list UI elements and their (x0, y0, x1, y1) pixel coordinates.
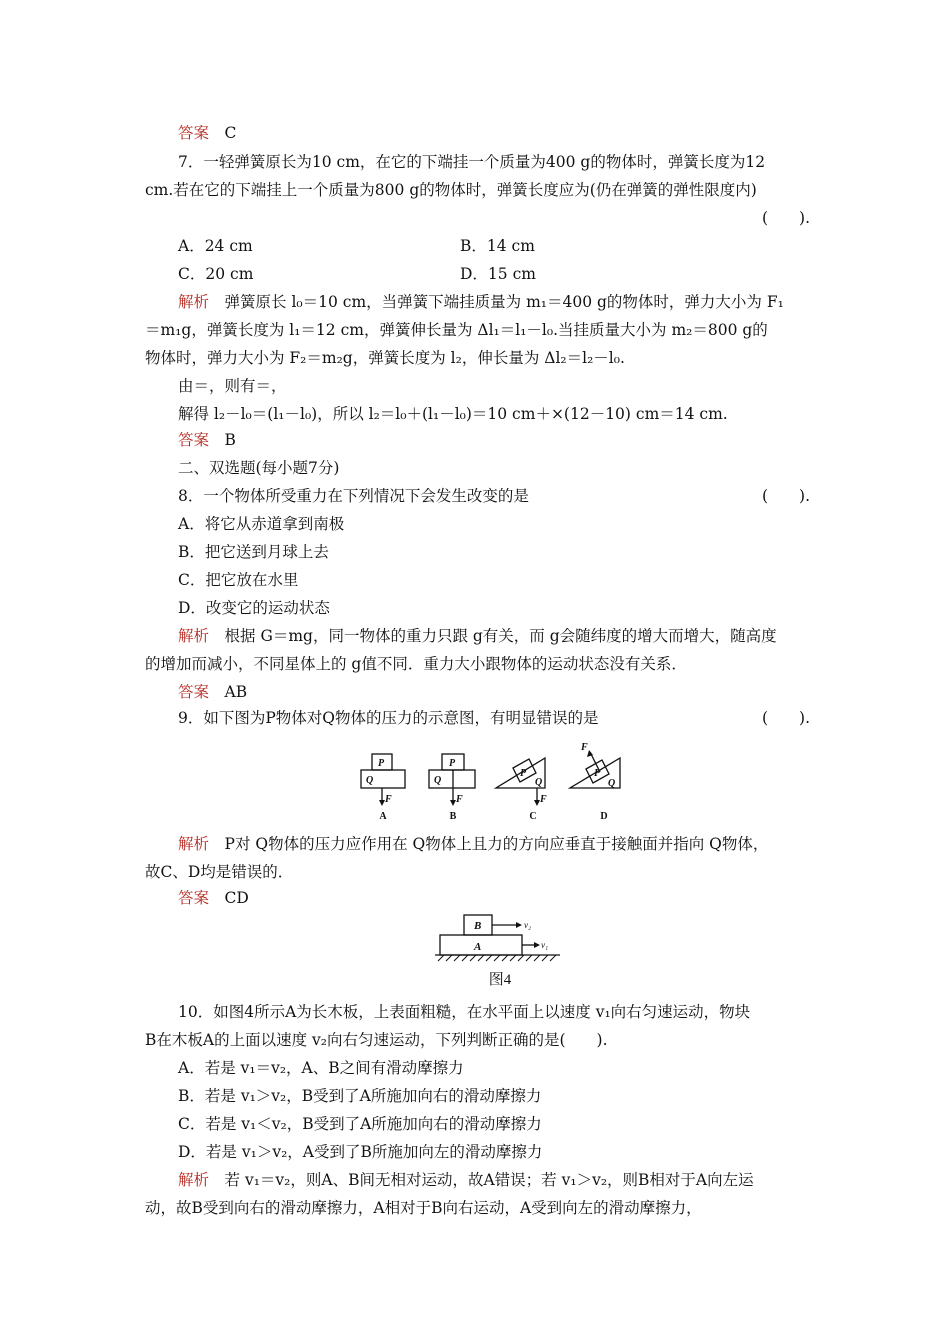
q8-option-c: C．把它放在水里 (178, 571, 299, 589)
q7-options-row2 (178, 264, 810, 284)
q8-analysis-line1 (178, 626, 810, 646)
answer-value: CD (224, 889, 249, 907)
label-f: F (540, 794, 547, 805)
analysis-label: 解析 (178, 293, 210, 311)
answer-label: 答案 (178, 683, 210, 701)
q8-stem-text: 8．一个物体所受重力在下列情况下会发生改变的是 (178, 487, 529, 505)
label-q: Q (366, 775, 374, 786)
q10-option-c: C．若是 v₁＜v₂，B受到了A所施加向右的滑动摩擦力 (178, 1115, 542, 1133)
label-q: Q (434, 775, 442, 786)
q7-option-b: B．14 cm (460, 237, 535, 255)
label-q: Q (608, 778, 616, 789)
q10-option-d: D．若是 v₁＞v₂，A受到了B所施加向左的滑动摩擦力 (178, 1143, 543, 1161)
label-f: F (385, 794, 392, 805)
q10-analysis-line1 (178, 1170, 810, 1190)
q10-stem-line1: 10．如图4所示A为长木板，上表面粗糙，在水平面上以速度 v₁向右匀速运动，物块 (178, 1003, 751, 1021)
label-b: B (474, 920, 482, 932)
q7-stem-line2: cm.若在它的下端挂上一个质量为800 g的物体时，弹簧长度应为(仍在弹簧的弹性限度内) (145, 181, 757, 199)
q9-analysis-line2: 故C、D均是错误的． (145, 863, 294, 881)
q7-analysis-line5: 解得 l₂－l₀＝(l₁－l₀)，所以 l₂＝l₀＋(l₁－l₀)＝10 cm＋×(12－10) cm＝14 cm. (178, 405, 728, 423)
q8-answer (178, 682, 810, 702)
q9-answer (178, 888, 810, 908)
q10-option-a: A．若是 v₁＝v₂，A、B之间有滑动摩擦力 (178, 1059, 464, 1077)
arrowhead (534, 942, 540, 948)
panel-label-a: A (379, 811, 387, 822)
label-f: F (581, 742, 588, 753)
q7-option-d: D．15 cm (460, 265, 536, 283)
figure-caption: 图4 (488, 972, 512, 988)
answer-value: AB (224, 683, 248, 701)
arrowhead (516, 922, 522, 928)
label-p: P (594, 768, 601, 779)
panel-label-d: D (600, 811, 608, 822)
label-v1: v₁ (541, 940, 549, 950)
analysis-label: 解析 (178, 627, 210, 645)
answer-value: C (224, 124, 237, 142)
analysis-label: 解析 (178, 1171, 210, 1189)
answer-paren: ( ). (761, 209, 810, 227)
q7-option-c: C．20 cm (178, 265, 254, 283)
q9-stem-text: 9．如下图为P物体对Q物体的压力的示意图，有明显错误的是 (178, 709, 599, 727)
q9-stem (178, 708, 810, 728)
analysis-text: 弹簧原长 l₀＝10 cm，当弹簧下端挂质量为 m₁＝400 g的物体时，弹力大小为 F₁ (224, 293, 784, 311)
answer-label: 答案 (178, 431, 210, 449)
panel-label-b: B (449, 811, 457, 822)
analysis-text: 若 v₁＝v₂，则A、B间无相对运动，故A错误；若 v₁＞v₂，则B相对于A向左运 (224, 1171, 754, 1189)
q8-stem (178, 486, 810, 506)
answer-label: 答案 (178, 889, 210, 907)
q8-analysis-line2: 的增加而减小，不同星体上的 g值不同．重力大小跟物体的运动状态没有关系． (145, 655, 687, 673)
label-v2: v₂ (524, 920, 532, 930)
q8-option-d: D．改变它的运动状态 (178, 599, 330, 617)
q7-answer (178, 430, 810, 450)
q7-analysis-line2: ＝m₁g，弹簧长度为 l₁＝12 cm，弹簧伸长量为 Δl₁＝l₁－l₀.当挂质量大小为 m₂＝800 g的 (145, 321, 768, 339)
label-p: P (520, 768, 527, 779)
q6-answer (178, 123, 810, 143)
q7-analysis-line3: 物体时，弹力大小为 F₂＝m₂g，弹簧长度为 l₂，伸长量为 Δl₂＝l₂－l₀. (145, 349, 625, 367)
q7-analysis-line1 (178, 292, 810, 312)
label-p: P (378, 758, 385, 769)
section-title: 二、双选题(每小题7分) (178, 459, 340, 477)
answer-value: B (224, 431, 236, 449)
analysis-label: 解析 (178, 835, 210, 853)
q9-analysis-line1 (178, 834, 810, 854)
q7-options-row1 (178, 236, 810, 256)
answer-paren: ( ). (761, 709, 810, 727)
figure-4 (430, 912, 570, 994)
q10-stem-line2: B在木板A的上面以速度 v₂向右匀速运动，下列判断正确的是( ). (145, 1031, 608, 1049)
panel-label-c: C (529, 811, 537, 822)
q8-option-a: A．将它从赤道拿到南极 (178, 515, 345, 533)
q7-stem-line1: 7．一轻弹簧原长为10 cm，在它的下端挂一个质量为400 g的物体时，弹簧长度为12 (178, 153, 766, 171)
label-f: F (456, 794, 463, 805)
label-a: A (474, 941, 482, 953)
q8-option-b: B．把它送到月球上去 (178, 543, 329, 561)
q7-option-a: A．24 cm (178, 237, 253, 255)
answer-paren: ( ). (761, 487, 810, 505)
pressure-force-figure (355, 738, 625, 824)
label-p: P (449, 758, 456, 769)
q10-analysis-line2: 动，故B受到向右的滑动摩擦力，A相对于B向右运动，A受到向左的滑动摩擦力， (145, 1199, 702, 1217)
q7-analysis-line4: 由＝，则有＝， (178, 377, 287, 395)
label-q: Q (535, 777, 543, 788)
analysis-text: P对 Q物体的压力应作用在 Q物体上且力的方向应垂直于接触面并指向 Q物体， (224, 835, 769, 853)
analysis-text: 根据 G＝mg，同一物体的重力只跟 g有关，而 g会随纬度的增大而增大，随高度 (224, 627, 777, 645)
q10-option-b: B．若是 v₁＞v₂，B受到了A所施加向右的滑动摩擦力 (178, 1087, 542, 1105)
answer-label: 答案 (178, 124, 210, 142)
